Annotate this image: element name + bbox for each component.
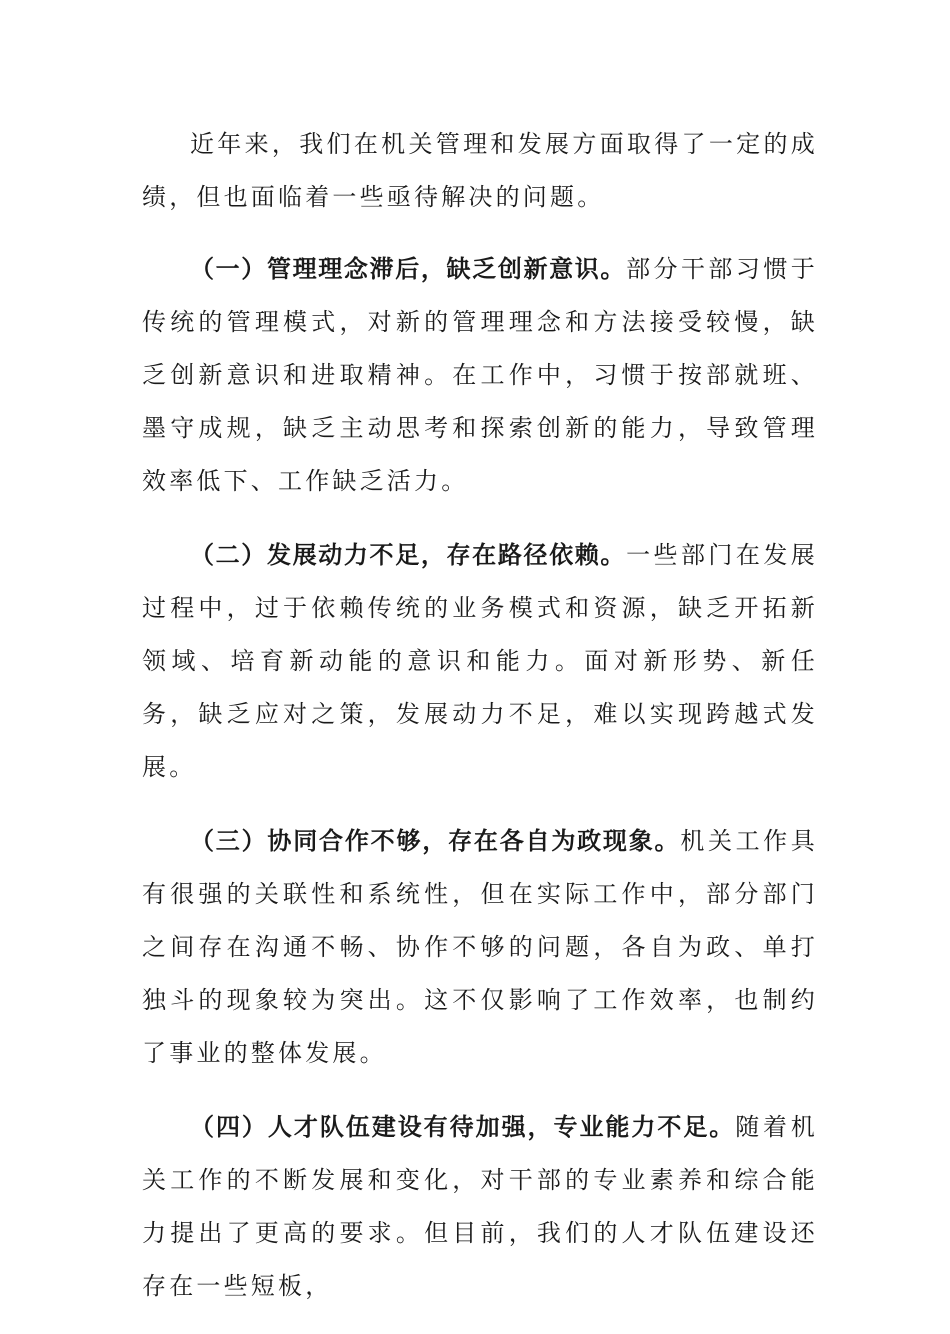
document-page (142, 118, 818, 1334)
section-heading-1: （一）管理理念滞后，缺乏创新意识。 (190, 255, 627, 283)
section-paragraph-4 (142, 1101, 818, 1313)
section-heading-2: （二）发展动力不足，存在路径依赖。 (190, 541, 627, 569)
section-heading-4: （四）人才队伍建设有待加强，专业能力不足。 (190, 1113, 736, 1141)
paragraph-text: 近年来，我们在机关管理和发展方面取得了一定的成绩，但也面临着一些亟待解决的问题。 (142, 130, 818, 211)
paragraph-text: 随着机关工作的不断发展和变化，对干部的专业素养和综合能力提出了更高的要求。但目前，我们的人才队伍建设还存在一些短板， (142, 1113, 818, 1300)
section-paragraph-2 (142, 529, 818, 794)
section-paragraph-1 (142, 243, 818, 508)
paragraph-text: 一些部门在发展过程中，过于依赖传统的业务模式和资源，缺乏开拓新领域、培育新动能的意识和能力。面对新形势、新任务，缺乏应对之策，发展动力不足，难以实现跨越式发展。 (142, 541, 818, 781)
section-paragraph-3 (142, 815, 818, 1080)
section-heading-3: （三）协同合作不够，存在各自为政现象。 (190, 827, 681, 855)
paragraph-text: 部分干部习惯于传统的管理模式，对新的管理理念和方法接受较慢，缺乏创新意识和进取精神。在工作中，习惯于按部就班、墨守成规，缺乏主动思考和探索创新的能力，导致管理效率低下、工作缺乏活力。 (142, 255, 818, 495)
paragraph-text: 机关工作具有很强的关联性和系统性，但在实际工作中，部分部门之间存在沟通不畅、协作不够的问题，各自为政、单打独斗的现象较为突出。这不仅影响了工作效率，也制约了事业的整体发展。 (142, 827, 818, 1067)
intro-paragraph (142, 118, 818, 224)
